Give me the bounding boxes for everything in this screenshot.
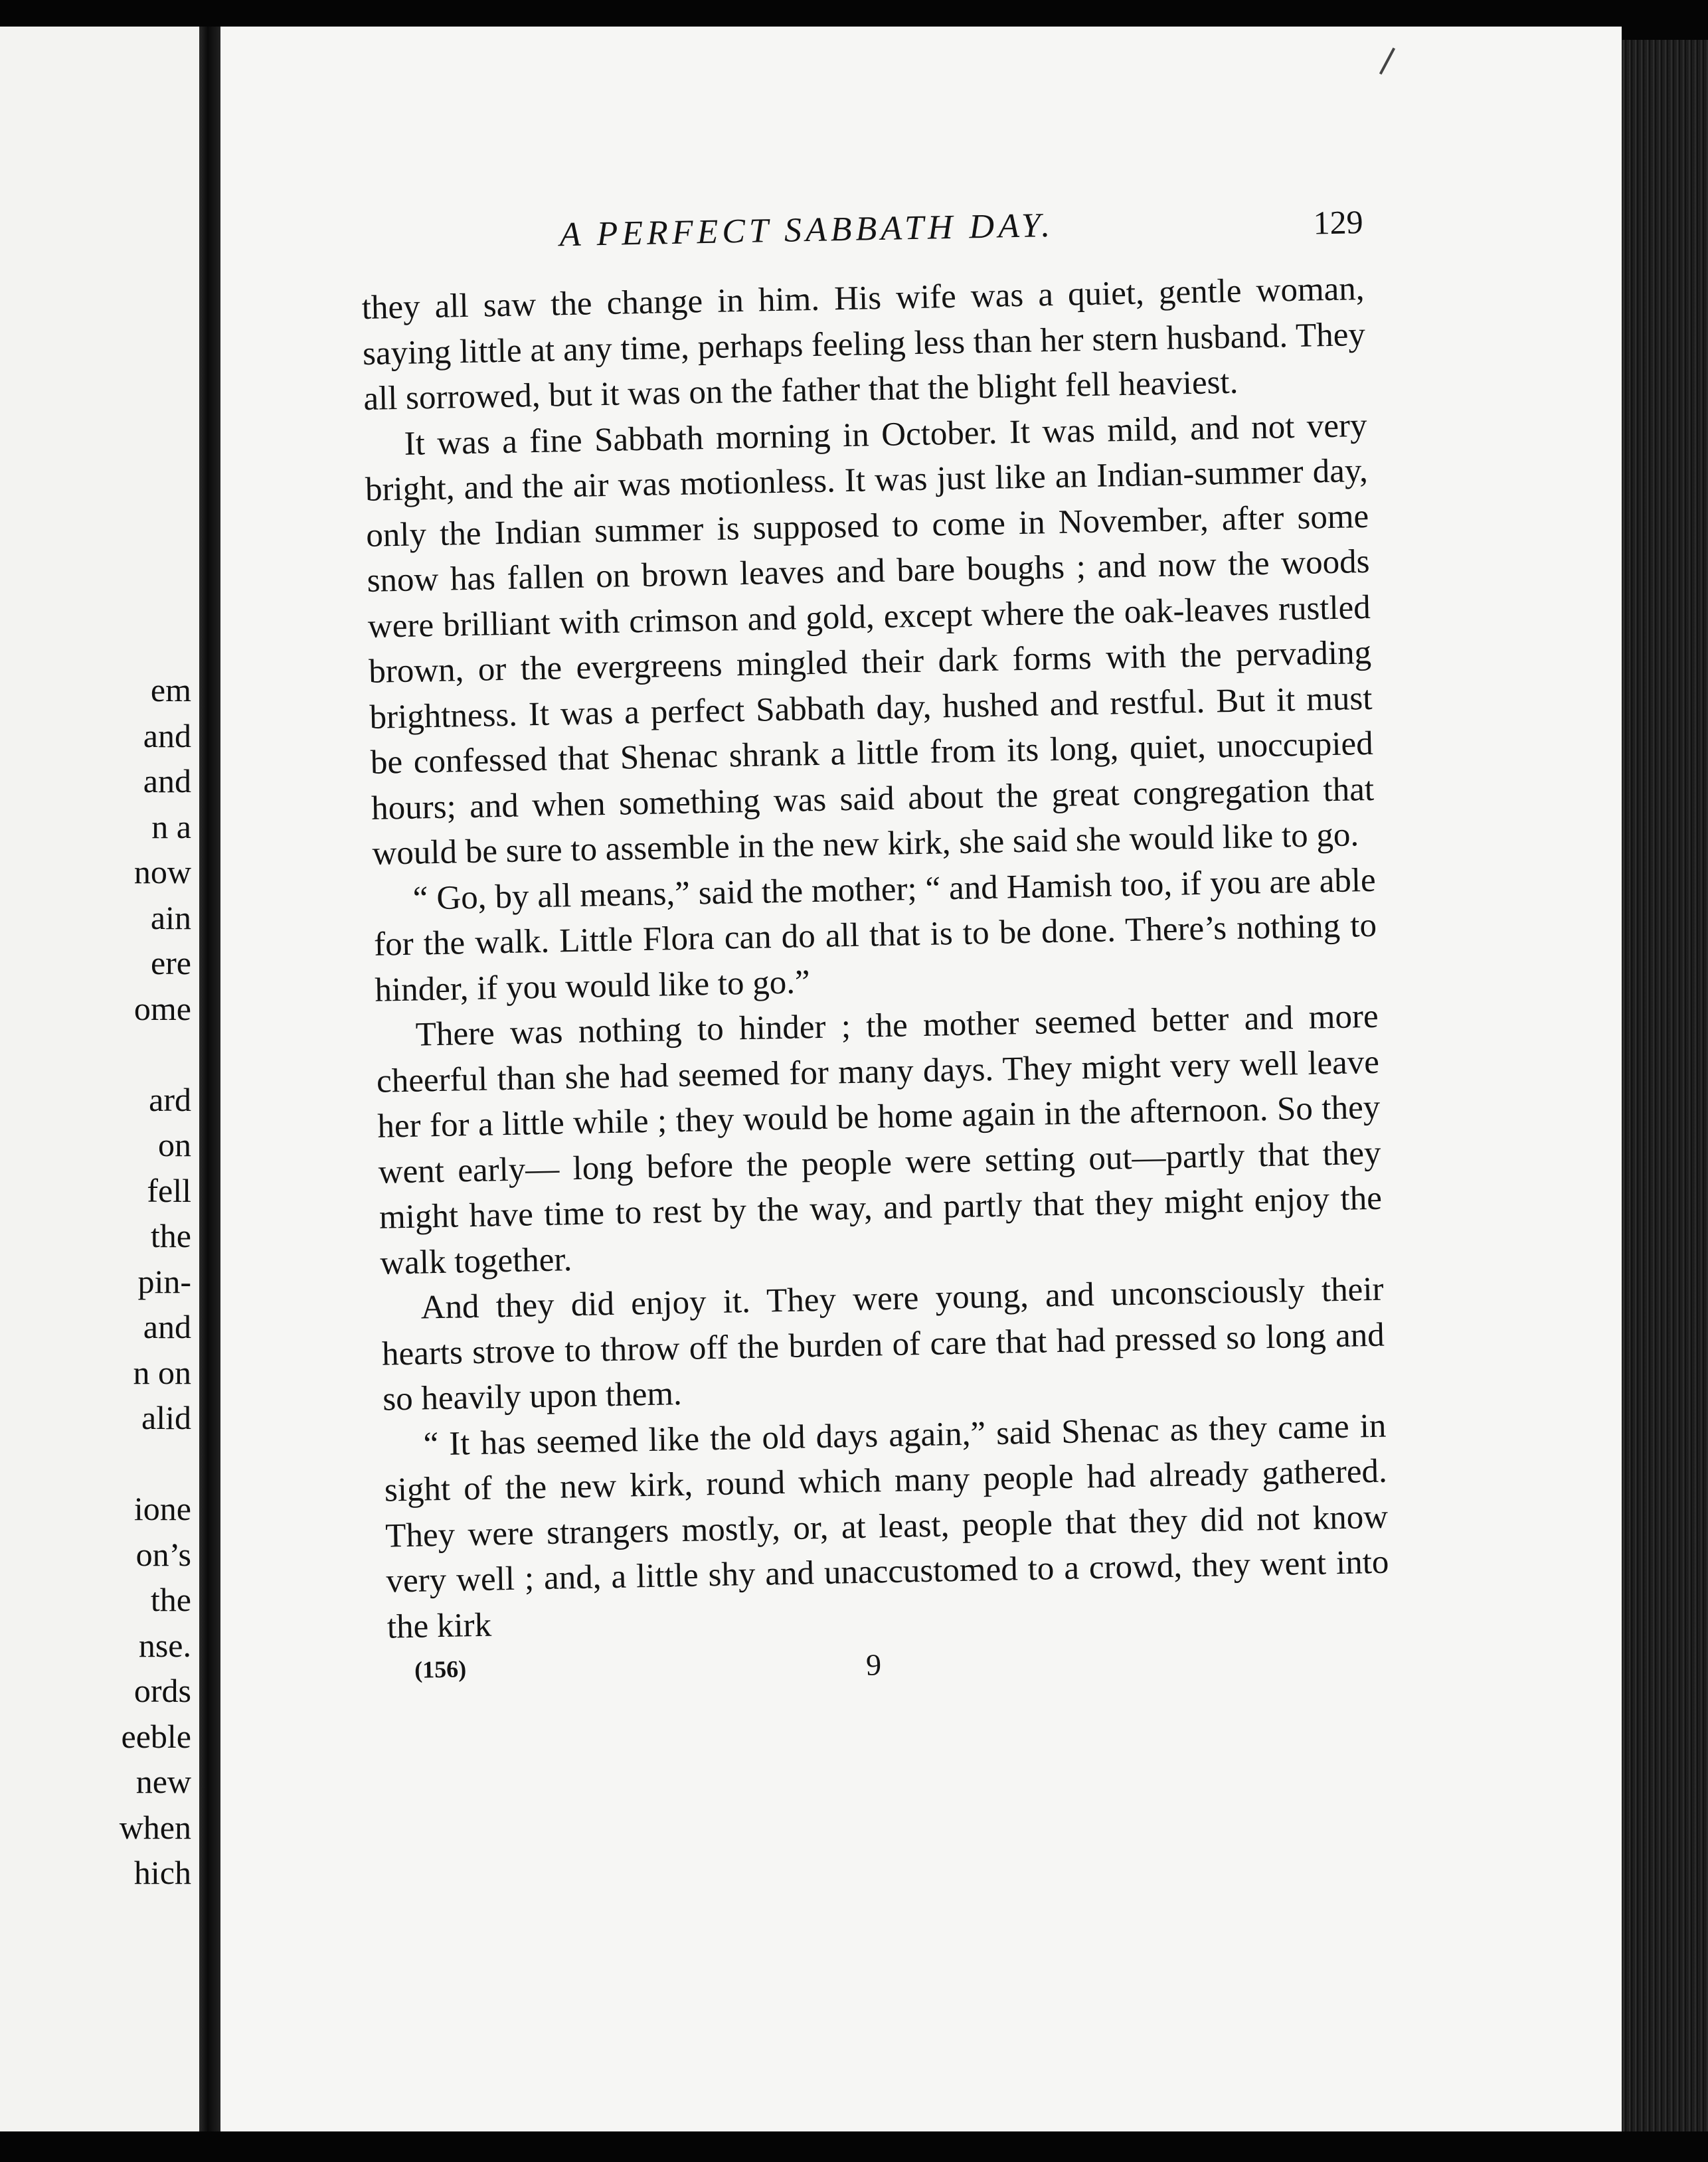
paragraph: There was nothing to hinder ; the mother seemed better and more cheerful than she had seemed for many days. They might very well leave her for a little while ; they would be home again in the afternoon. So they went early— long before the people were setting out—partly that they might have time to rest by the way, and partly that they might enjoy the walk together.: [376, 997, 1383, 1282]
left-page-text-fragments: [0, 667, 199, 1896]
scan-mark: [1379, 48, 1395, 75]
left-fragment: and: [143, 1308, 191, 1345]
left-fragment: and: [143, 716, 191, 754]
left-fragment-gap: [0, 1031, 191, 1077]
left-fragment: hich: [133, 1854, 191, 1891]
page-edges: [1622, 40, 1708, 2131]
left-fragment: pin-: [137, 1262, 191, 1300]
left-fragment: ome: [133, 989, 191, 1027]
left-fragment: fell: [147, 1171, 191, 1209]
left-facing-page: [0, 27, 199, 2131]
left-fragment: alid: [141, 1399, 191, 1436]
paragraph: It was a fine Sabbath morning in October. It was mild, and not very bright, and the air was motionless. It was just like an Indian-summer day, only the Indian summer is supposed to come in November, after some snow has fallen on brown leaves and bare boughs ; and now the woods were brilliant with crimson and gold, except where the oak-leaves rustled brown, or the evergreens mingled their dark forms with the pervading brightness. It was a perfect Sabbath day, hushed and restful. But it must be confessed that Shenac shrank a little from its long, quiet, unoccupied hours; and when something was said about the great congregation that would be sure to assemble in the new kirk, she said she would like to go.: [365, 406, 1375, 873]
left-fragment: and: [143, 762, 191, 799]
paragraph: they all saw the change in him. His wife was a quiet, gentle woman, saying little at any time, perhaps feeling less than her stern husband. They all sorrowed, but it was on the father that the blight fell heaviest.: [361, 270, 1366, 418]
leaf-number: 9: [865, 1647, 882, 1682]
left-fragment: ain: [150, 898, 191, 936]
page-number: 129: [1313, 203, 1364, 242]
left-fragment: n on: [133, 1353, 191, 1391]
paragraph: And they did enjoy it. They were young, and unconsciously their hearts strove to throw off the burden of care that had pressed so long and so heavily upon them.: [381, 1270, 1385, 1418]
signature-mark: (156): [414, 1655, 467, 1683]
left-fragment: eeble: [121, 1717, 191, 1755]
book-gutter: [199, 27, 220, 2131]
left-fragment: when: [119, 1808, 191, 1846]
left-fragment: new: [135, 1763, 191, 1800]
left-fragment: ords: [133, 1672, 191, 1709]
left-fragment-gap: [0, 1441, 191, 1487]
left-fragment: the: [150, 1217, 191, 1254]
left-fragment: ione: [133, 1490, 191, 1527]
left-fragment: now: [133, 853, 191, 890]
left-fragment: ard: [149, 1080, 191, 1118]
page-footer: [388, 1637, 1391, 1710]
paragraph: “ Go, by all means,” said the mother; “ and Hamish too, if you are able for the walk. Little Flora can do all that is to be done. There’s nothing to hinder, if you would like to go.”: [373, 861, 1377, 1009]
left-fragment: em: [150, 671, 191, 708]
left-fragment: n a: [151, 807, 191, 845]
left-fragment: nse.: [138, 1626, 191, 1664]
left-fragment: the: [150, 1581, 191, 1618]
running-title: A PERFECT SABBATH DAY.: [559, 206, 1055, 254]
left-fragment: on: [158, 1126, 191, 1163]
paragraph: “ It has seemed like the old days again,” said Shenac as they came in sight of the new kirk, round which many people had already gathered. They were strangers mostly, or, at least, people that they did not know very well ; and, a little shy and unaccustomed to a crowd, they went into the kirk: [384, 1407, 1389, 1646]
left-fragment: on’s: [135, 1535, 191, 1573]
page-text-block: [360, 193, 1391, 1710]
right-page: [220, 27, 1622, 2131]
left-fragment: ere: [150, 944, 191, 981]
